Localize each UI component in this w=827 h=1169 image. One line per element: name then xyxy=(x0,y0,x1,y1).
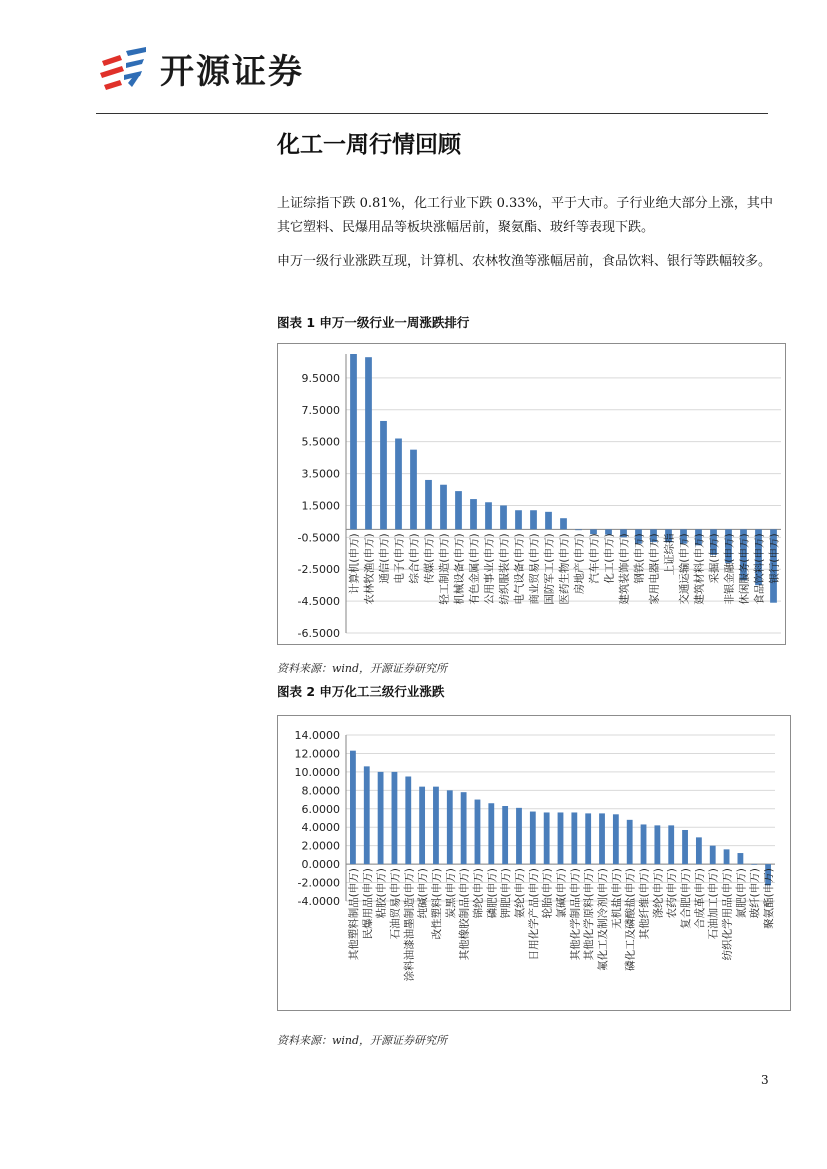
category-label: 轮胎(申万) xyxy=(541,868,554,919)
y-tick-label: -2.0000 xyxy=(297,876,340,890)
bar xyxy=(365,357,372,529)
y-tick-label: 7.5000 xyxy=(301,403,340,417)
category-label: 非银金融(申万) xyxy=(723,533,736,605)
category-label: 建筑材料(申万) xyxy=(693,533,706,605)
figure-2-title: 图表 2 申万化工三级行业涨跌 xyxy=(277,684,445,699)
figure-2-source: 资料来源：wind，开源证券研究所 xyxy=(277,1034,448,1047)
page-number: 3 xyxy=(761,1073,769,1087)
bar xyxy=(710,846,716,864)
bar xyxy=(461,792,467,864)
figure-1-title: 图表 1 申万一级行业一周涨跌排行 xyxy=(277,315,470,330)
y-tick-label: 9.5000 xyxy=(301,371,340,385)
category-label: 上证综指 xyxy=(663,533,676,576)
bar xyxy=(500,505,507,529)
category-label: 银行(申万) xyxy=(768,533,781,584)
category-label: 磷化工及磷酸盐(申万) xyxy=(624,868,637,971)
bar xyxy=(516,808,522,864)
bar xyxy=(502,806,508,864)
category-label: 国防军工(申万) xyxy=(543,533,556,605)
bar xyxy=(488,803,494,864)
category-label: 其他橡胶制品(申万) xyxy=(458,868,471,961)
category-label: 其他纤维(申万) xyxy=(638,868,651,940)
category-label: 有色金属(申万) xyxy=(468,533,481,605)
y-tick-label: 2.0000 xyxy=(301,839,340,853)
category-label: 钾肥(申万) xyxy=(500,868,513,919)
bar xyxy=(380,421,387,529)
category-label: 计算机(申万) xyxy=(348,533,361,595)
y-tick-label: 10.0000 xyxy=(294,765,340,779)
category-label: 氯碱(申万) xyxy=(555,868,568,919)
category-label: 食品饮料(申万) xyxy=(753,533,766,605)
bar xyxy=(668,825,674,864)
bar xyxy=(545,512,552,530)
section-title: 化工一周行情回顾 xyxy=(277,132,461,158)
category-label: 建筑装饰(申万) xyxy=(618,533,631,605)
category-label: 机械设备(申万) xyxy=(453,533,466,605)
y-tick-label: -4.0000 xyxy=(297,895,340,908)
category-label: 复合肥(申万) xyxy=(680,868,693,929)
bar xyxy=(751,864,757,865)
bar xyxy=(410,450,417,530)
paragraph-1: 上证综指下跌 0.81%，化工行业下跌 0.33%，平于大市。子行业绝大部分上涨，其中其它塑料、民爆用品等板块涨幅居前，聚氨酯、玻纤等表现下跌。 xyxy=(277,196,773,235)
bar xyxy=(560,518,567,529)
category-label: 休闲服务(申万) xyxy=(738,533,751,605)
company-logo xyxy=(98,44,304,93)
y-tick-label: 12.0000 xyxy=(294,747,340,761)
category-label: 其他化学制品(申万) xyxy=(569,868,582,961)
category-label: 医药生物(申万) xyxy=(558,533,571,605)
bar xyxy=(378,772,384,864)
category-label: 公用事业(申万) xyxy=(483,533,496,605)
y-tick-label: 5.5000 xyxy=(301,435,340,449)
bar xyxy=(440,485,447,530)
category-label: 汽车(申万) xyxy=(588,533,601,584)
bar xyxy=(433,787,439,864)
bar xyxy=(475,800,481,865)
category-label: 其他化学原料(申万) xyxy=(583,868,596,961)
y-tick-label: 6.0000 xyxy=(301,802,340,816)
category-label: 纺织化学用品(申万) xyxy=(721,868,734,961)
category-label: 传媒(申万) xyxy=(423,533,436,584)
bar xyxy=(405,777,411,865)
category-label: 磷肥(申万) xyxy=(486,868,499,919)
bar xyxy=(613,814,619,864)
category-label: 房地产(申万) xyxy=(573,533,586,595)
logo-text: 开源证券 xyxy=(160,52,304,92)
figure-1-source: 资料来源：wind，开源证券研究所 xyxy=(277,662,448,675)
bar xyxy=(470,499,477,529)
bar xyxy=(515,510,522,529)
bar xyxy=(696,837,702,864)
category-label: 综合(申万) xyxy=(408,533,421,584)
figure-1-svg xyxy=(278,344,785,644)
y-tick-label: -0.5000 xyxy=(297,531,340,545)
category-label: 涂料油漆油墨制造(申万) xyxy=(403,868,416,982)
y-tick-label: 1.5000 xyxy=(301,499,340,513)
y-tick-label: -4.5000 xyxy=(297,595,340,609)
category-label: 改性塑料(申万) xyxy=(430,868,443,940)
bar xyxy=(558,812,564,864)
bar xyxy=(599,813,605,864)
figure-1-chart xyxy=(277,343,786,645)
bar xyxy=(585,813,591,864)
category-label: 交通运输(申万) xyxy=(678,533,691,605)
bar xyxy=(654,825,660,864)
bar xyxy=(724,849,730,864)
bar xyxy=(395,438,402,529)
category-label: 日用化学产品(申万) xyxy=(527,868,540,961)
header-divider xyxy=(96,113,768,114)
bar xyxy=(571,812,577,864)
y-tick-label: 14.0000 xyxy=(294,729,340,742)
bar xyxy=(737,853,743,864)
y-tick-label: 3.5000 xyxy=(301,467,340,481)
bar xyxy=(530,510,537,529)
y-tick-label: -6.5000 xyxy=(297,627,340,640)
category-label: 农林牧渔(申万) xyxy=(363,533,376,605)
bar xyxy=(627,820,633,864)
category-label: 氨纶(申万) xyxy=(513,868,526,919)
category-label: 农药(申万) xyxy=(666,868,679,919)
category-label: 纺织服装(申万) xyxy=(498,533,511,605)
category-label: 民爆用品(申万) xyxy=(361,868,374,940)
y-tick-label: -2.5000 xyxy=(297,563,340,577)
bar xyxy=(350,354,357,529)
category-label: 钢铁(申万) xyxy=(633,533,646,584)
category-label: 玻纤(申万) xyxy=(749,868,762,919)
category-label: 电子(申万) xyxy=(393,533,406,584)
figure-2-chart xyxy=(277,715,791,1011)
category-label: 炭黑(申万) xyxy=(444,868,457,919)
bar xyxy=(641,824,647,864)
y-tick-label: 4.0000 xyxy=(301,821,340,835)
bar xyxy=(350,751,356,864)
category-label: 轻工制造(申万) xyxy=(438,533,451,605)
category-label: 聚氨酯(申万) xyxy=(763,868,776,929)
paragraph-2: 申万一级行业涨跌互现，计算机、农林牧渔等涨幅居前，食品饮料、银行等跌幅较多。 xyxy=(277,254,772,269)
category-label: 氟化工及制冷剂(申万) xyxy=(597,868,610,971)
bar xyxy=(447,790,453,864)
bar xyxy=(455,491,462,529)
category-label: 石油加工(申万) xyxy=(707,868,720,940)
category-label: 化工(申万) xyxy=(603,533,616,584)
bar xyxy=(682,830,688,864)
bar xyxy=(419,787,425,864)
category-label: 电气设备(申万) xyxy=(513,533,526,605)
bar xyxy=(544,812,550,864)
category-label: 石油贸易(申万) xyxy=(389,868,402,940)
logo-mark-icon xyxy=(98,47,150,91)
category-label: 其他塑料制品(申万) xyxy=(347,868,360,961)
y-tick-label: 8.0000 xyxy=(301,784,340,798)
bar xyxy=(485,502,492,529)
category-label: 采掘(申万) xyxy=(708,533,721,584)
category-label: 无机盐(申万) xyxy=(610,868,623,929)
bar xyxy=(364,766,370,864)
category-label: 家用电器(申万) xyxy=(648,533,661,605)
category-label: 通信(申万) xyxy=(378,533,391,584)
category-label: 粘胶(申万) xyxy=(375,868,388,919)
bar xyxy=(575,529,582,530)
bar xyxy=(530,812,536,865)
bar xyxy=(425,480,432,529)
bar xyxy=(392,772,398,864)
category-label: 锦纶(申万) xyxy=(472,868,485,919)
category-label: 商业贸易(申万) xyxy=(528,533,541,605)
y-tick-label: 0.0000 xyxy=(301,858,340,872)
category-label: 纯碱(申万) xyxy=(417,868,430,919)
category-label: 氮肥(申万) xyxy=(735,868,748,919)
category-label: 合成革(申万) xyxy=(693,868,706,929)
figure-2-svg xyxy=(278,716,790,1010)
category-label: 涤纶(申万) xyxy=(652,868,665,919)
